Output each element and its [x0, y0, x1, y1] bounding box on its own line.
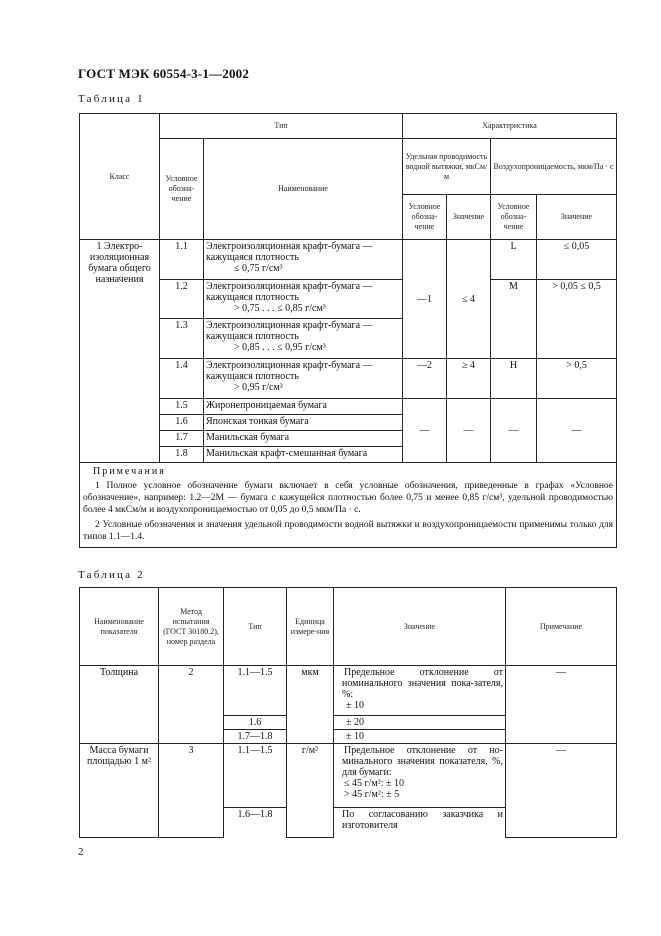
t2-thickness-name: Толщина	[80, 666, 159, 744]
t1-density: > 0,85 . . . ≤ 0,95 г/см³	[234, 342, 326, 353]
t1-perm-value: > 0,5	[537, 359, 617, 399]
t1-name: Манильская бумага	[204, 431, 403, 447]
t1-head-conductivity: Удельная проводимость водной вытяжки, мкСм/м	[403, 139, 491, 195]
t1-dash: —	[447, 399, 491, 463]
t2-type: 1.1—1.5	[224, 744, 287, 808]
t2-value: Предельное отклонение от но-минального значения показателя, %, для бумаги:	[342, 745, 503, 778]
t1-dash: —	[491, 399, 537, 463]
t2-value: > 45 г/м²: ± 5	[344, 789, 400, 800]
t2-head-value: Значение	[334, 588, 506, 666]
t2-value: ± 20	[334, 716, 506, 730]
t1-name: Манильская крафт-смешанная бумага	[204, 447, 403, 463]
t1-name: Жиронепроницаемая бумага	[204, 399, 403, 415]
t2-head-type: Тип	[224, 588, 287, 666]
t1-head-code: Условное обозна-чение	[160, 139, 204, 240]
t2-thickness-note: —	[506, 666, 617, 744]
t1-cond-code: —2	[403, 359, 447, 399]
table1	[79, 113, 617, 548]
t2-type: 1.7—1.8	[224, 730, 287, 744]
t1-perm-code: H	[491, 359, 537, 399]
t2-thickness-method: 2	[159, 666, 224, 744]
t1-name-cell	[204, 240, 403, 280]
t1-notes-title: Примечания	[93, 466, 166, 477]
t2-head-note: Примечание	[506, 588, 617, 666]
t1-head-type: Тип	[160, 114, 403, 139]
t2-mass-method: 3	[159, 744, 224, 838]
t2-value: Предельное отклонение от номинального значения пока-зателя, %:	[342, 667, 503, 700]
t1-class-cell: 1 Электро-изоляционная бумага общего назначения	[80, 240, 160, 463]
t1-name-cell	[204, 319, 403, 359]
t1-notes	[80, 463, 617, 548]
t1-head-characteristic: Характеристика	[403, 114, 617, 139]
t2-head-unit: Единица измере-ния	[287, 588, 334, 666]
t1-head-class: Класс	[80, 114, 160, 240]
t1-dash: —	[403, 399, 447, 463]
t1-type: 1.8	[160, 447, 204, 463]
t1-type: 1.1	[160, 240, 204, 280]
t1-name: Электроизоляционная крафт-бумага — кажущаяся плотность	[206, 241, 373, 263]
t2-mass-note: —	[506, 744, 617, 838]
document-header: ГОСТ МЭК 60554-3-1—2002	[78, 66, 250, 81]
t1-note-2: 2 Условные обозначения и значения удельной проводимости водной вытяжки и воздухопроницаемости применимы только для типов 1.1—1.4.	[83, 520, 614, 542]
t1-name-cell	[204, 280, 403, 319]
t1-head-name: Наименование	[204, 139, 403, 240]
t1-type: 1.6	[160, 415, 204, 431]
t2-mass-name: Масса бумаги площадью 1 м²	[80, 744, 159, 838]
t1-density: > 0,75 . . . ≤ 0,85 г/см³	[234, 303, 326, 314]
t1-head-value2: Значение	[537, 195, 617, 240]
t1-perm-code: L	[491, 240, 537, 280]
t1-head-code2: Условное обозна-чение	[403, 195, 447, 240]
table2	[79, 587, 617, 838]
t1-cond-code-merged: —1	[403, 240, 447, 359]
table2-caption: Таблица 2	[78, 569, 145, 581]
t2-value: По согласованию заказчика и изготовителя	[334, 808, 506, 838]
t1-name: Электроизоляционная крафт-бумага — кажущаяся плотность	[206, 360, 373, 382]
t1-cond-value-merged: ≤ 4	[447, 240, 491, 359]
t2-type: 1.6	[224, 716, 287, 730]
t1-dash: —	[537, 399, 617, 463]
t2-head-method: Метод испытания (ГОСТ 30180.2), номер раздела	[159, 588, 224, 666]
t1-type: 1.2	[160, 280, 204, 319]
t1-type: 1.7	[160, 431, 204, 447]
t1-perm-code: M	[491, 280, 537, 359]
table1-caption: Таблица 1	[78, 93, 145, 105]
t1-perm-value: ≤ 0,05	[537, 240, 617, 280]
t1-head-value: Значение	[447, 195, 491, 240]
t1-name: Электроизоляционная крафт-бумага — кажущаяся плотность	[206, 281, 373, 303]
t1-type: 1.3	[160, 319, 204, 359]
t2-head-name: Наименование показателя	[80, 588, 159, 666]
t2-value: ≤ 45 г/м²: ± 10	[344, 778, 404, 789]
t1-note-1: 1 Полное условное обозначение бумаги включает в себя условные обозначения, приведенные в графах «Условное обозначение», например: 1.2—2М — бумага с кажущейся плотностью более 0,75 и менее 0,85 г/см³, удельной проводимостью более 4 мкСм/м и воздухопроницаемостью от 0,05 до 0,5 мкм/Па · с.	[83, 481, 614, 515]
t2-mass-unit: г/м²	[287, 744, 334, 838]
t1-head-code3: Условное обозна-чение	[491, 195, 537, 240]
t2-thickness-unit: мкм	[287, 666, 334, 744]
t2-value-cell	[334, 744, 506, 808]
t2-value: ± 10	[334, 730, 506, 744]
t2-type: 1.1—1.5	[224, 666, 287, 716]
t1-name: Японская тонкая бумага	[204, 415, 403, 431]
t1-type: 1.4	[160, 359, 204, 399]
t1-name: Электроизоляционная крафт-бумага — кажущаяся плотность	[206, 320, 373, 342]
t2-value: ± 10	[346, 700, 364, 711]
t1-perm-value: > 0,05 ≤ 0,5	[537, 280, 617, 359]
t1-density: > 0,95 г/см³	[234, 382, 283, 393]
t1-density: ≤ 0,75 г/см³	[234, 263, 283, 274]
t1-name-cell	[204, 359, 403, 399]
t1-cond-value: ≥ 4	[447, 359, 491, 399]
t1-head-permeability: Воздухопроницаемость, мкм/Па · с	[491, 139, 617, 195]
page-number: 2	[78, 846, 84, 858]
t2-value-cell	[334, 666, 506, 716]
t2-type: 1.6—1.8	[224, 808, 287, 838]
t1-type: 1.5	[160, 399, 204, 415]
